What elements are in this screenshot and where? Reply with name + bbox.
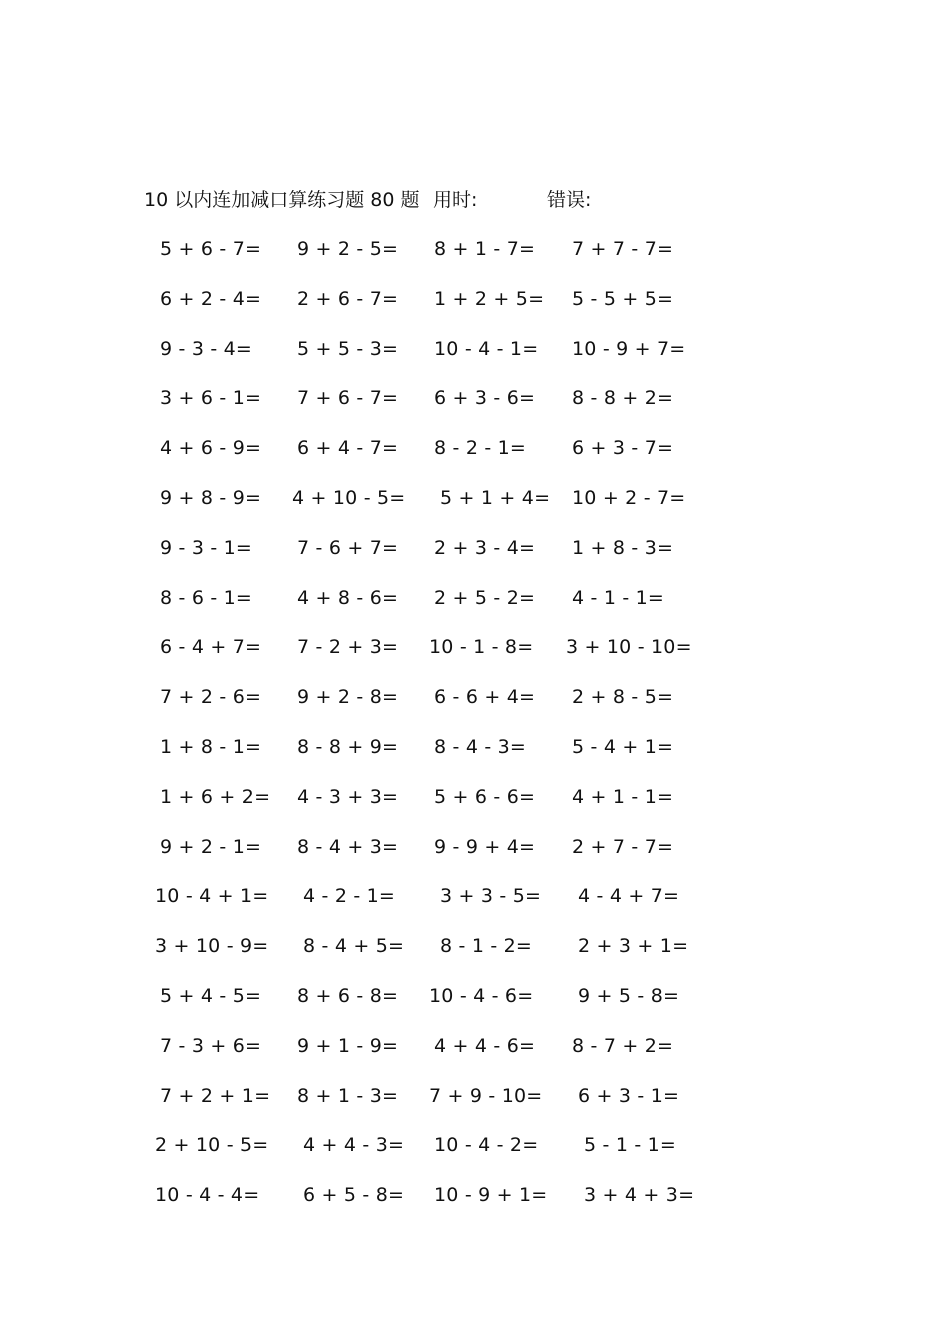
arithmetic-problem: 1 + 8 - 3=: [572, 536, 674, 559]
arithmetic-problem: 3 + 10 - 9=: [155, 935, 269, 958]
arithmetic-problem: 5 + 1 + 4=: [440, 486, 551, 509]
arithmetic-problem: 8 - 8 + 2=: [572, 387, 674, 410]
arithmetic-problem: 9 + 2 - 1=: [160, 835, 262, 858]
arithmetic-problem: 10 - 9 + 7=: [572, 337, 686, 360]
arithmetic-problem: 6 + 3 - 6=: [434, 387, 536, 410]
arithmetic-problem: 10 - 4 - 1=: [434, 337, 539, 360]
arithmetic-problem: 9 + 8 - 9=: [160, 486, 262, 509]
arithmetic-problem: 7 + 2 - 6=: [160, 686, 262, 709]
arithmetic-problem: 8 - 4 - 3=: [434, 735, 527, 758]
arithmetic-problem: 4 + 6 - 9=: [160, 437, 262, 460]
arithmetic-problem: 4 + 1 - 1=: [572, 785, 674, 808]
arithmetic-problem: 3 + 3 - 5=: [440, 885, 542, 908]
arithmetic-problem: 8 - 4 + 5=: [303, 935, 405, 958]
arithmetic-problem: 8 + 1 - 7=: [434, 238, 536, 260]
arithmetic-problem: 4 - 2 - 1=: [303, 885, 396, 908]
arithmetic-problem: 5 - 5 + 5=: [572, 287, 674, 310]
problem-row: [0, 529, 950, 579]
problem-row: [0, 1176, 950, 1226]
arithmetic-problem: 4 + 4 - 3=: [303, 1134, 405, 1157]
arithmetic-problem: 8 + 6 - 8=: [297, 984, 399, 1007]
arithmetic-problem: 2 + 3 - 4=: [434, 536, 536, 559]
arithmetic-problem: 7 - 3 + 6=: [160, 1034, 262, 1057]
problem-row: [0, 330, 950, 380]
arithmetic-problem: 7 + 2 + 1=: [160, 1084, 271, 1107]
arithmetic-problem: 4 + 4 - 6=: [434, 1034, 536, 1057]
arithmetic-problem: 4 - 4 + 7=: [578, 885, 680, 908]
arithmetic-problem: 2 + 5 - 2=: [434, 586, 536, 609]
arithmetic-problem: 6 - 6 + 4=: [434, 686, 536, 709]
arithmetic-problem: 9 + 5 - 8=: [578, 984, 680, 1007]
arithmetic-problem: 4 - 3 + 3=: [297, 785, 399, 808]
problem-row: [0, 379, 950, 429]
problem-row: [0, 927, 950, 977]
arithmetic-problem: 3 + 10 - 10=: [566, 636, 692, 659]
arithmetic-problem: 6 + 3 - 1=: [578, 1084, 680, 1107]
arithmetic-problem: 8 - 7 + 2=: [572, 1034, 674, 1057]
problem-row: [0, 977, 950, 1027]
problem-row: [0, 1077, 950, 1127]
arithmetic-problem: 7 + 6 - 7=: [297, 387, 399, 410]
arithmetic-problem: 8 - 8 + 9=: [297, 735, 399, 758]
arithmetic-problem: 5 - 1 - 1=: [584, 1134, 677, 1157]
arithmetic-problem: 2 + 8 - 5=: [572, 686, 674, 709]
worksheet-title: 10 以内连加减口算练习题 80 题: [144, 189, 420, 211]
arithmetic-problem: 3 + 6 - 1=: [160, 387, 262, 410]
arithmetic-problem: 1 + 8 - 1=: [160, 735, 262, 758]
arithmetic-problem: 4 + 8 - 6=: [297, 586, 399, 609]
arithmetic-problem: 2 + 3 + 1=: [578, 935, 689, 958]
arithmetic-problem: 9 + 2 - 8=: [297, 686, 399, 709]
arithmetic-problem: 10 + 2 - 7=: [572, 486, 686, 509]
arithmetic-problem: 10 - 4 - 4=: [155, 1184, 260, 1207]
arithmetic-problem: 6 + 2 - 4=: [160, 287, 262, 310]
arithmetic-problem: 10 - 4 - 6=: [429, 984, 534, 1007]
problem-row: [0, 1126, 950, 1176]
arithmetic-problem: 7 - 6 + 7=: [297, 536, 399, 559]
arithmetic-problem: 5 + 6 - 6=: [434, 785, 536, 808]
time-used-label: 用时:: [433, 189, 478, 211]
arithmetic-problem: 10 - 4 - 2=: [434, 1134, 539, 1157]
arithmetic-problem: 1 + 6 + 2=: [160, 785, 271, 808]
arithmetic-problem: 7 + 7 - 7=: [572, 238, 674, 260]
problem-row: [0, 778, 950, 828]
problem-row: [0, 230, 950, 280]
arithmetic-problem: 8 - 1 - 2=: [440, 935, 533, 958]
arithmetic-problem: 8 - 2 - 1=: [434, 437, 527, 460]
arithmetic-problem: 2 + 10 - 5=: [155, 1134, 269, 1157]
arithmetic-problem: 6 + 3 - 7=: [572, 437, 674, 460]
arithmetic-problem: 1 + 2 + 5=: [434, 287, 545, 310]
arithmetic-problem: 7 - 2 + 3=: [297, 636, 399, 659]
arithmetic-problem: 9 - 3 - 1=: [160, 536, 253, 559]
problem-row: [0, 579, 950, 629]
arithmetic-problem: 2 + 6 - 7=: [297, 287, 399, 310]
arithmetic-problem: 7 + 9 - 10=: [429, 1084, 543, 1107]
problem-row: [0, 728, 950, 778]
problem-grid: [0, 230, 950, 1226]
arithmetic-problem: 10 - 9 + 1=: [434, 1184, 548, 1207]
arithmetic-problem: 9 + 2 - 5=: [297, 238, 399, 260]
errors-label: 错误:: [547, 189, 592, 211]
problem-row: [0, 678, 950, 728]
arithmetic-problem: 10 - 1 - 8=: [429, 636, 534, 659]
problem-row: [0, 479, 950, 529]
arithmetic-problem: 9 + 1 - 9=: [297, 1034, 399, 1057]
problem-row: [0, 877, 950, 927]
problem-row: [0, 280, 950, 330]
arithmetic-problem: 10 - 4 + 1=: [155, 885, 269, 908]
arithmetic-problem: 5 + 5 - 3=: [297, 337, 399, 360]
problem-row: [0, 628, 950, 678]
arithmetic-problem: 6 + 5 - 8=: [303, 1184, 405, 1207]
arithmetic-problem: 8 - 4 + 3=: [297, 835, 399, 858]
worksheet-header: [0, 186, 950, 214]
arithmetic-problem: 6 - 4 + 7=: [160, 636, 262, 659]
problem-row: [0, 429, 950, 479]
arithmetic-problem: 6 + 4 - 7=: [297, 437, 399, 460]
arithmetic-problem: 8 + 1 - 3=: [297, 1084, 399, 1107]
arithmetic-problem: 4 + 10 - 5=: [292, 486, 406, 509]
arithmetic-problem: 9 - 3 - 4=: [160, 337, 253, 360]
arithmetic-problem: 5 - 4 + 1=: [572, 735, 674, 758]
problem-row: [0, 1027, 950, 1077]
arithmetic-problem: 4 - 1 - 1=: [572, 586, 665, 609]
problem-row: [0, 828, 950, 878]
arithmetic-problem: 8 - 6 - 1=: [160, 586, 253, 609]
arithmetic-problem: 2 + 7 - 7=: [572, 835, 674, 858]
arithmetic-problem: 5 + 4 - 5=: [160, 984, 262, 1007]
arithmetic-problem: 9 - 9 + 4=: [434, 835, 536, 858]
arithmetic-problem: 3 + 4 + 3=: [584, 1184, 695, 1207]
arithmetic-problem: 5 + 6 - 7=: [160, 238, 262, 260]
